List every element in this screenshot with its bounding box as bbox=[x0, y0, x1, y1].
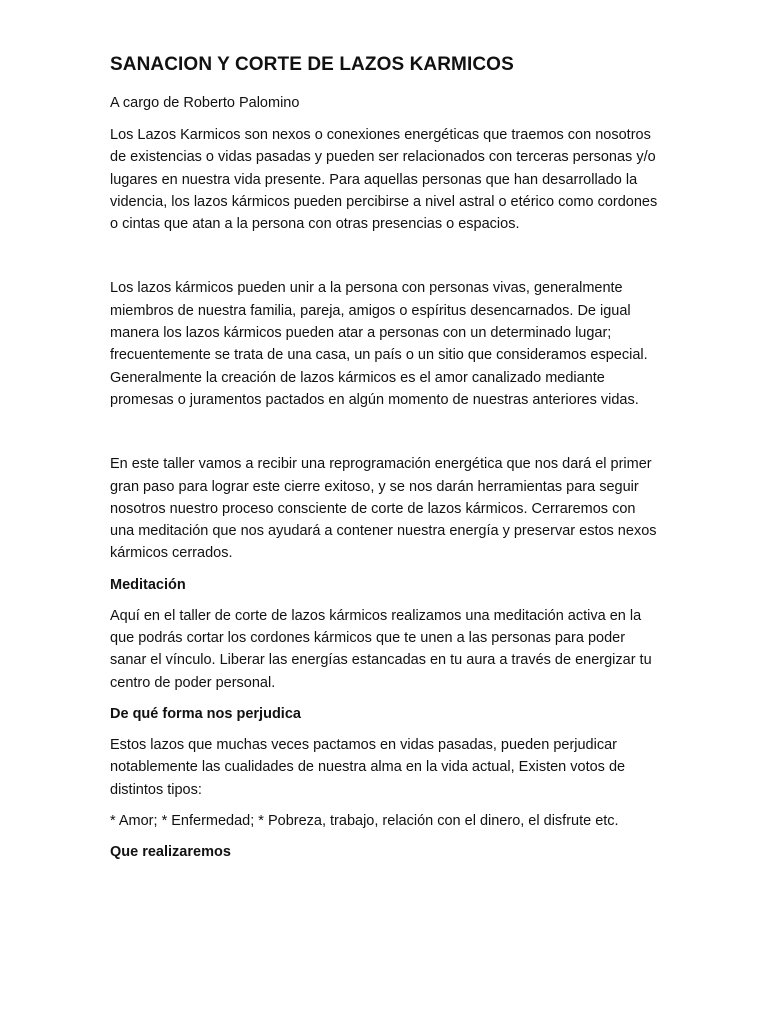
intro-paragraph-3: En este taller vamos a recibir una reprogramación energética que nos dará el primer gran paso para lograr este cierre exitoso, y se nos darán herramientas para seguir nosotros nuestro proceso consciente de corte de lazos kármicos. Cerraremos con una meditación que nos ayudará a contener nuestra energía y preservar estos nexos kármicos cerrados. bbox=[110, 456, 657, 562]
section-heading-meditacion: Meditación bbox=[110, 576, 186, 593]
section-heading-realizaremos: Que realizaremos bbox=[110, 844, 231, 861]
intro-paragraph-1: Los Lazos Karmicos son nexos o conexiones energéticas que traemos con nosotros de existencias o vidas pasadas y pueden ser relacionados con terceras personas y/o lugares en nuestra vida presente. Para aquellas personas que han desarrollado la videncia, los lazos kármicos pueden percibirse a nivel astral o etérico como cordones o cintas que atan a la persona con otras presencias o espacios. bbox=[110, 127, 658, 233]
perjudica-paragraph-1: Estos lazos que muchas veces pactamos en vidas pasadas, pueden perjudicar notablemente las cualidades de nuestra alma en la vida actual, Existen votos de distintos tipos: bbox=[110, 736, 626, 798]
document-page bbox=[110, 52, 662, 872]
document-title: SANACION Y CORTE DE LAZOS KARMICOS bbox=[110, 54, 514, 75]
intro-paragraph-2: Los lazos kármicos pueden unir a la persona con personas vivas, generalmente miembros de nuestra familia, pareja, amigos o espíritus desencarnados. De igual manera los lazos kármicos pueden atar a personas con un determinado lugar; frecuentemente se trata de una casa, un país o un sitio que consideramos especial. Generalmente la creación de lazos kármicos es el amor canalizado mediante promesas o juramentos pactados en algún momento de nuestras anteriores vidas. bbox=[110, 280, 648, 408]
section-heading-perjudica: De qué forma nos perjudica bbox=[110, 705, 301, 722]
document-author: A cargo de Roberto Palomino bbox=[110, 95, 300, 111]
perjudica-paragraph-2: * Amor; * Enfermedad; * Pobreza, trabajo, relación con el dinero, el disfrute etc. bbox=[110, 812, 619, 829]
meditacion-paragraph: Aquí en el taller de corte de lazos kármicos realizamos una meditación activa en la que podrás cortar los cordones kármicos que te unen a las personas para poder sanar el vínculo. Liberar las energías estancadas en tu aura a través de energizar tu centro de poder personal. bbox=[110, 607, 652, 691]
